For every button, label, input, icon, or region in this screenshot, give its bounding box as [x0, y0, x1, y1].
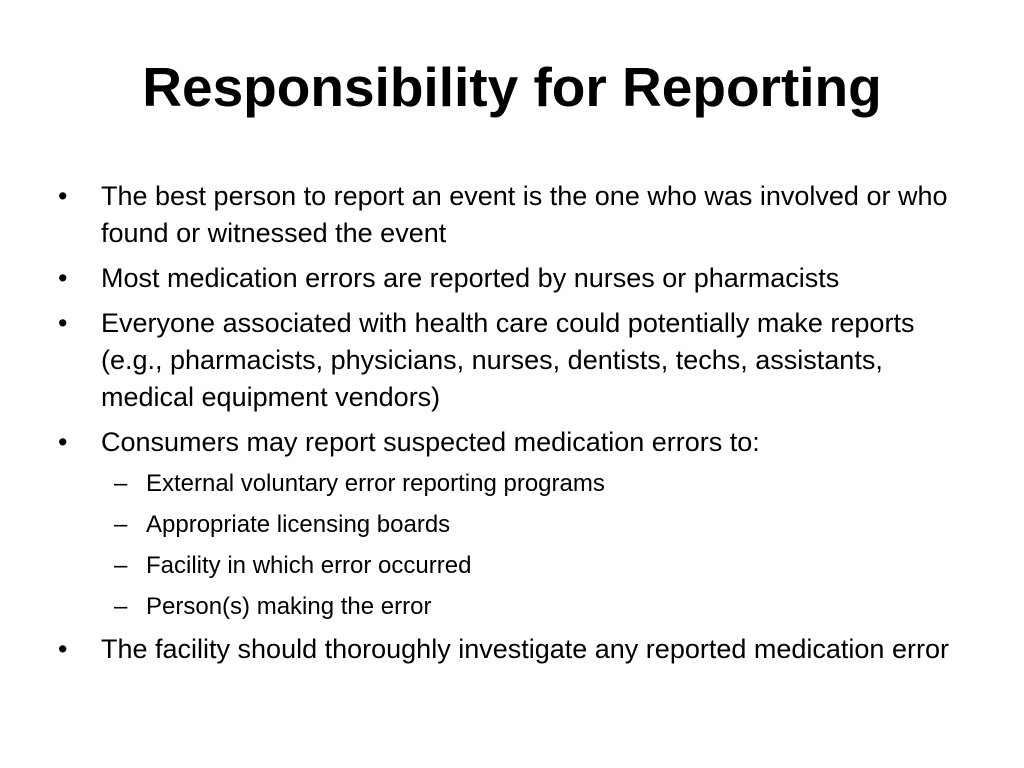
- bullet-text: Everyone associated with health care could potentially make reports (e.g., pharmacists, physicians, nurses, dentists, techs, assistants, medical equipment vendors): [101, 308, 915, 412]
- sub-bullet-text: Facility in which error occurred: [146, 552, 472, 579]
- sub-bullet-item: [58, 549, 978, 582]
- sub-bullet-text: External voluntary error reporting programs: [146, 470, 605, 497]
- sub-bullet-text: Person(s) making the error: [146, 593, 432, 620]
- bullet-item: [58, 178, 978, 252]
- dash-marker: –: [114, 511, 128, 538]
- bullet-item: [58, 631, 978, 668]
- sub-bullet-list: [58, 467, 978, 623]
- sub-bullet-item: [58, 590, 978, 623]
- bullet-marker: •: [58, 427, 68, 457]
- bullet-marker: •: [58, 634, 68, 664]
- bullet-marker: •: [58, 263, 68, 293]
- bullet-item: [58, 305, 978, 416]
- bullet-text: Consumers may report suspected medication errors to:: [101, 427, 760, 457]
- sub-bullet-text: Appropriate licensing boards: [146, 511, 451, 538]
- bullet-marker: •: [58, 308, 68, 338]
- bullet-text: Most medication errors are reported by nurses or pharmacists: [101, 263, 840, 293]
- bullet-item: [58, 424, 978, 461]
- dash-marker: –: [114, 552, 128, 579]
- sub-bullet-item: [58, 467, 978, 500]
- bullet-marker: •: [58, 181, 68, 211]
- slide-title: Responsibility for Reporting: [142, 56, 882, 118]
- dash-marker: –: [114, 593, 128, 620]
- bullet-text: The best person to report an event is the one who was involved or who found or witnessed the event: [101, 181, 948, 248]
- sub-bullet-item: [58, 508, 978, 541]
- bullet-item: [58, 260, 978, 297]
- dash-marker: –: [114, 470, 128, 497]
- bullet-list: [58, 178, 978, 676]
- bullet-text: The facility should thoroughly investigate any reported medication error: [101, 634, 949, 664]
